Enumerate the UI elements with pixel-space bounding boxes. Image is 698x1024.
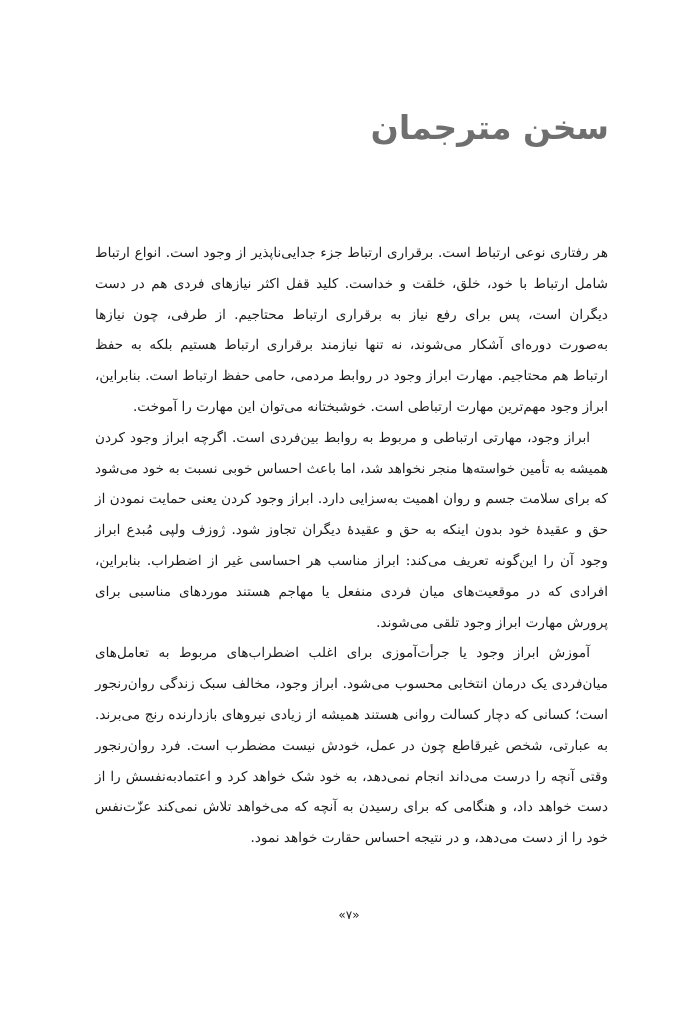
paragraph-3: آموزش ابراز وجود یا جرأت‌آموزی برای اغلب اضطراب‌های مربوط به تعامل‌های میان‌فردی یک درمان انتخابی محسوب می‌شود. ابراز وجود، مخالف سبک زندگی روان‌رنجور است؛ کسانی که دچار کسالت روانی هستند همیشه از زیادی نیروهای بازدارنده رنج می‌برند. به عبارتی، شخص غیرقاطع چون در عمل، خودش نیست مضطرب است. فرد روان‌رنجور وقتی آنچه را درست می‌داند انجام نمی‌دهد، به خود شک خواهد کرد و اعتمادبه‌نفسش را از دست خواهد داد، و هنگامی که برای رسیدن به آنچه که می‌خواهد تلاش نمی‌کند عزّت‌نفس خود را از دست می‌دهد، و در نتیجه احساس حقارت خواهد نمود.: [95, 645, 608, 847]
paragraph-2: ابراز وجود، مهارتی ارتباطی و مربوط به روابط بین‌فردی است. اگرچه ابراز وجود کردن همیشه به تأمین خواسته‌ها منجر نخواهد شد، اما باعث احساس خوبی نسبت به خود می‌شود که برای سلامت جسم و روان اهمیت به‌سزایی دارد. ابراز وجود کردن یعنی حمایت نمودن از حق و عقیدهٔ خود بدون اینکه به حق و عقیدهٔ دیگران تجاوز شود. ژوزف ولپی مُبدع ابراز وجود آن را این‌گونه تعریف می‌کند: ابراز مناسب هر احساسی غیر از اضطراب. بنابراین، افرادی که در موقعیت‌های میان فردی منفعل یا مهاجم هستند موردهای مناسبی برای پرورش مهارت ابراز وجود تلقی می‌شوند.: [95, 429, 608, 631]
body-text: [95, 238, 608, 854]
page-title: سخن مترجمان: [370, 108, 609, 147]
paragraph-1: هر رفتاری نوعی ارتباط است. برقراری ارتباط جزء جدایی‌ناپذیر از وجود است. انواع ارتباط شامل ارتباط با خود، خلق، خلقت و خداست. کلید قفل اکثر نیازهای فردی هم در دست دیگران است، پس برای رفع نیاز به برقراری ارتباط محتاجیم. از طرفی، چون نیازها به‌صورت دوره‌ای آشکار می‌شوند، نه تنها نیازمند برقراری ارتباط هستیم بلکه به حفظ ارتباط هم محتاجیم. مهارت ابراز وجود در روابط مردمی، حامی حفظ ارتباط است. بنابراین، ابراز وجود مهم‌ترین مهارت ارتباطی است. خوشبختانه می‌توان این مهارت را آموخت.: [95, 245, 608, 415]
page-number: «۷»: [338, 908, 360, 922]
